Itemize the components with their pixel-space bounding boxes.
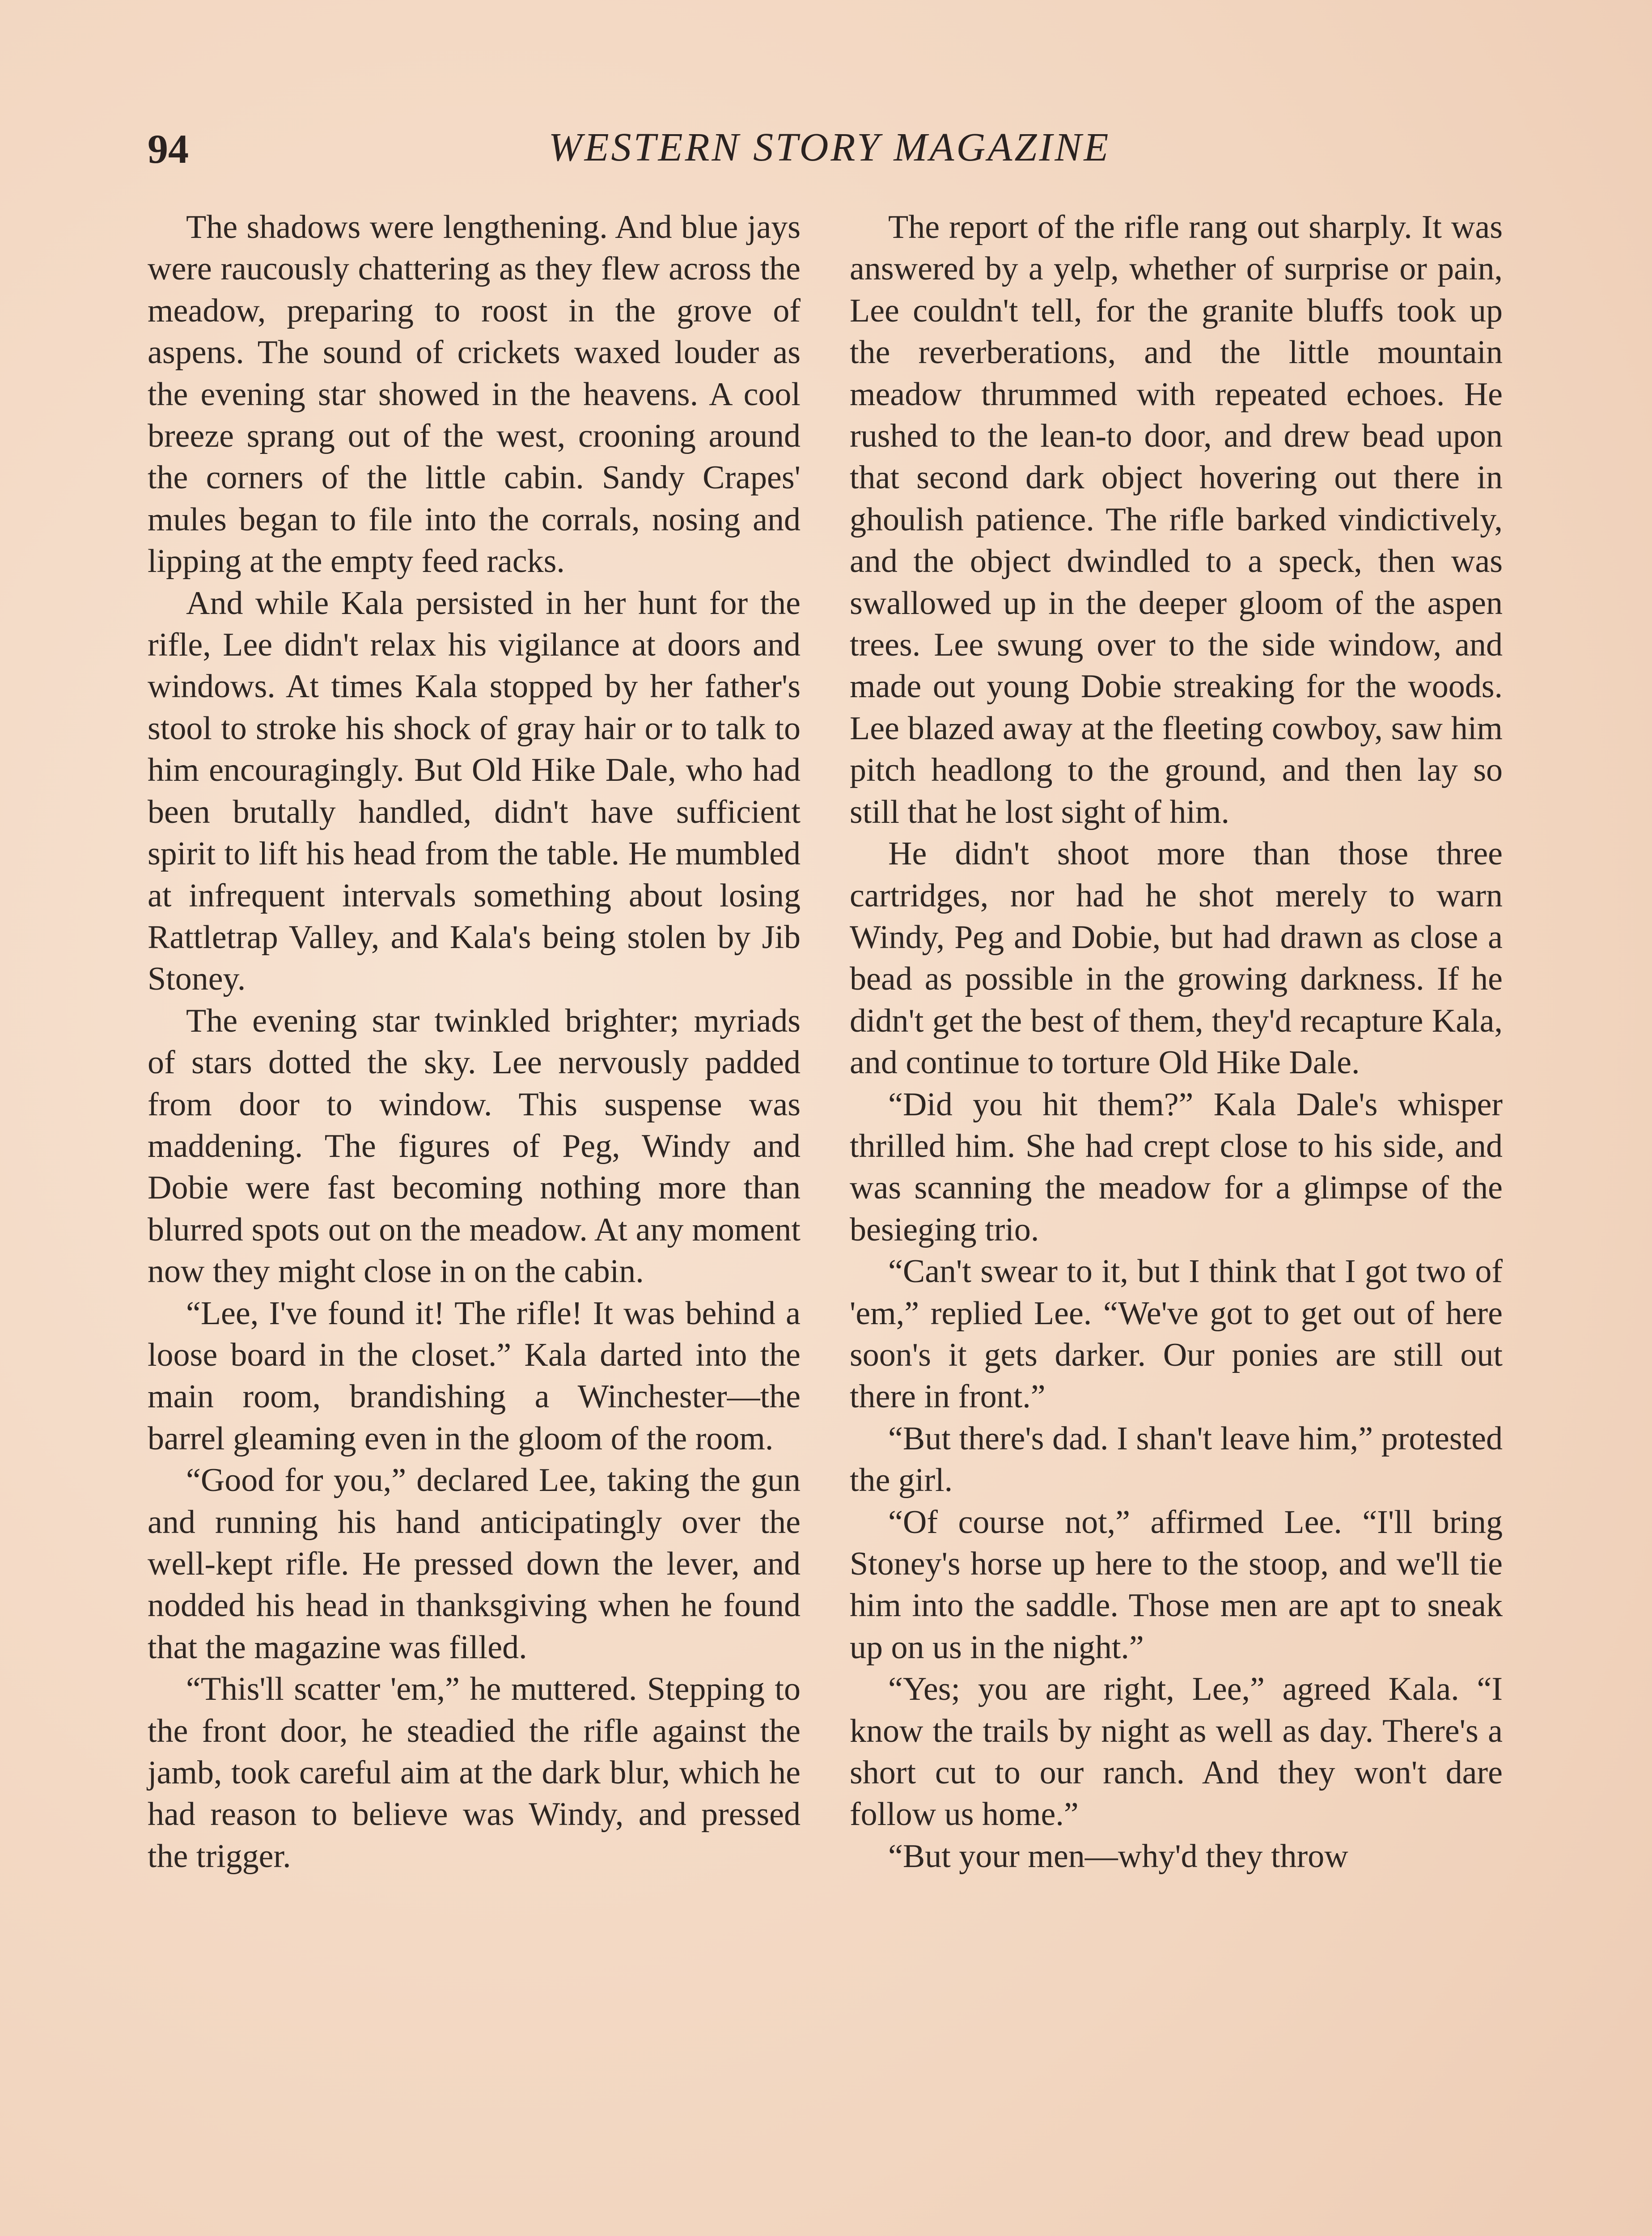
paragraph: The report of the rifle rang out sharply. It was answered by a yelp, whether of surprise or pain, Lee couldn't tell, for the granite bluffs took up the reverberations, and the little mountain meadow thrummed with repeated echoes. He rushed to the lean-to door, and drew bead upon that second dark object hovering out there in ghoulish patience. The rifle barked vindictively, and the object dwindled to a speck, then was swallowed up in the deeper gloom of the aspen trees. Lee swung over to the side window, and made out young Dobie streaking for the woods. Lee blazed away at the fleeting cowboy, saw him pitch headlong to the ground, and then lay so still that he lost sight of him. [850, 209, 1503, 830]
paragraph: “Can't swear to it, but I think that I got two of 'em,” replied Lee. “We've got to get out of here soon's it gets darker. Our ponies are still out there in front.” [850, 1253, 1503, 1415]
right-column [850, 207, 1503, 1877]
running-head-title: WESTERN STORY MAGAZINE [548, 125, 1111, 169]
page-number: 94 [148, 126, 189, 172]
page-header [148, 121, 1512, 179]
paragraph: “But there's dad. I shan't leave him,” protested the girl. [850, 1420, 1503, 1499]
paragraph: “Did you hit them?” Kala Dale's whisper thrilled him. She had crept close to his side, and was scanning the meadow for a glimpse of the besieging trio. [850, 1086, 1503, 1248]
paragraph: “This'll scatter 'em,” he muttered. Stepping to the front door, he steadied the rifle against the jamb, took careful aim at the dark blur, which he had reason to believe was Windy, and pressed the trigger. [148, 1671, 801, 1875]
paragraph: The shadows were lengthening. And blue jays were raucously chattering as they flew across the meadow, preparing to roost in the grove of aspens. The sound of crickets waxed louder as the evening star showed in the heavens. A cool breeze sprang out of the west, crooning around the corners of the little cabin. Sandy Crapes' mules began to file into the corrals, nosing and lipping at the empty feed racks. [148, 209, 801, 580]
paragraph: And while Kala persisted in her hunt for the rifle, Lee didn't relax his vigilance at doors and windows. At times Kala stopped by her father's stool to stroke his shock of gray hair or to talk to him encouragingly. But Old Hike Dale, who had been brutally handled, didn't have sufficient spirit to lift his head from the table. He mumbled at infrequent intervals something about losing Rattletrap Valley, and Kala's being stolen by Jib Stoney. [148, 584, 801, 998]
paragraph: “But your men—why'd they throw [888, 1838, 1348, 1875]
paragraph: “Good for you,” declared Lee, taking the gun and running his hand anticipatingly over the well-kept rifle. He pressed down the lever, and nodded his head in thanksgiving when he found that the magazine was filled. [148, 1462, 801, 1666]
paragraph: “Yes; you are right, Lee,” agreed Kala. “I know the trails by night as well as day. There's a short cut to our ranch. And they won't dare follow us home.” [850, 1671, 1503, 1833]
paragraph: “Lee, I've found it! The rifle! It was behind a loose board in the closet.” Kala darted into the main room, brandishing a Winchester—the barrel gleaming even in the gloom of the room. [148, 1295, 801, 1457]
paragraph: “Of course not,” affirmed Lee. “I'll bring Stoney's horse up here to the stoop, and we'll tie him into the saddle. Those men are apt to sneak up on us in the night.” [850, 1503, 1503, 1666]
paragraph: He didn't shoot more than those three cartridges, nor had he shot merely to warn Windy, Peg and Dobie, but had drawn as close a bead as possible in the growing darkness. If he didn't get the best of them, they'd recapture Kala, and continue to torture Old Hike Dale. [850, 835, 1503, 1081]
left-column [148, 207, 801, 1877]
paragraph: The evening star twinkled brighter; myriads of stars dotted the sky. Lee nervously padded from door to window. This suspense was maddening. The figures of Peg, Windy and Dobie were fast becoming nothing more than blurred spots out on the meadow. At any moment now they might close in on the cabin. [148, 1002, 801, 1290]
